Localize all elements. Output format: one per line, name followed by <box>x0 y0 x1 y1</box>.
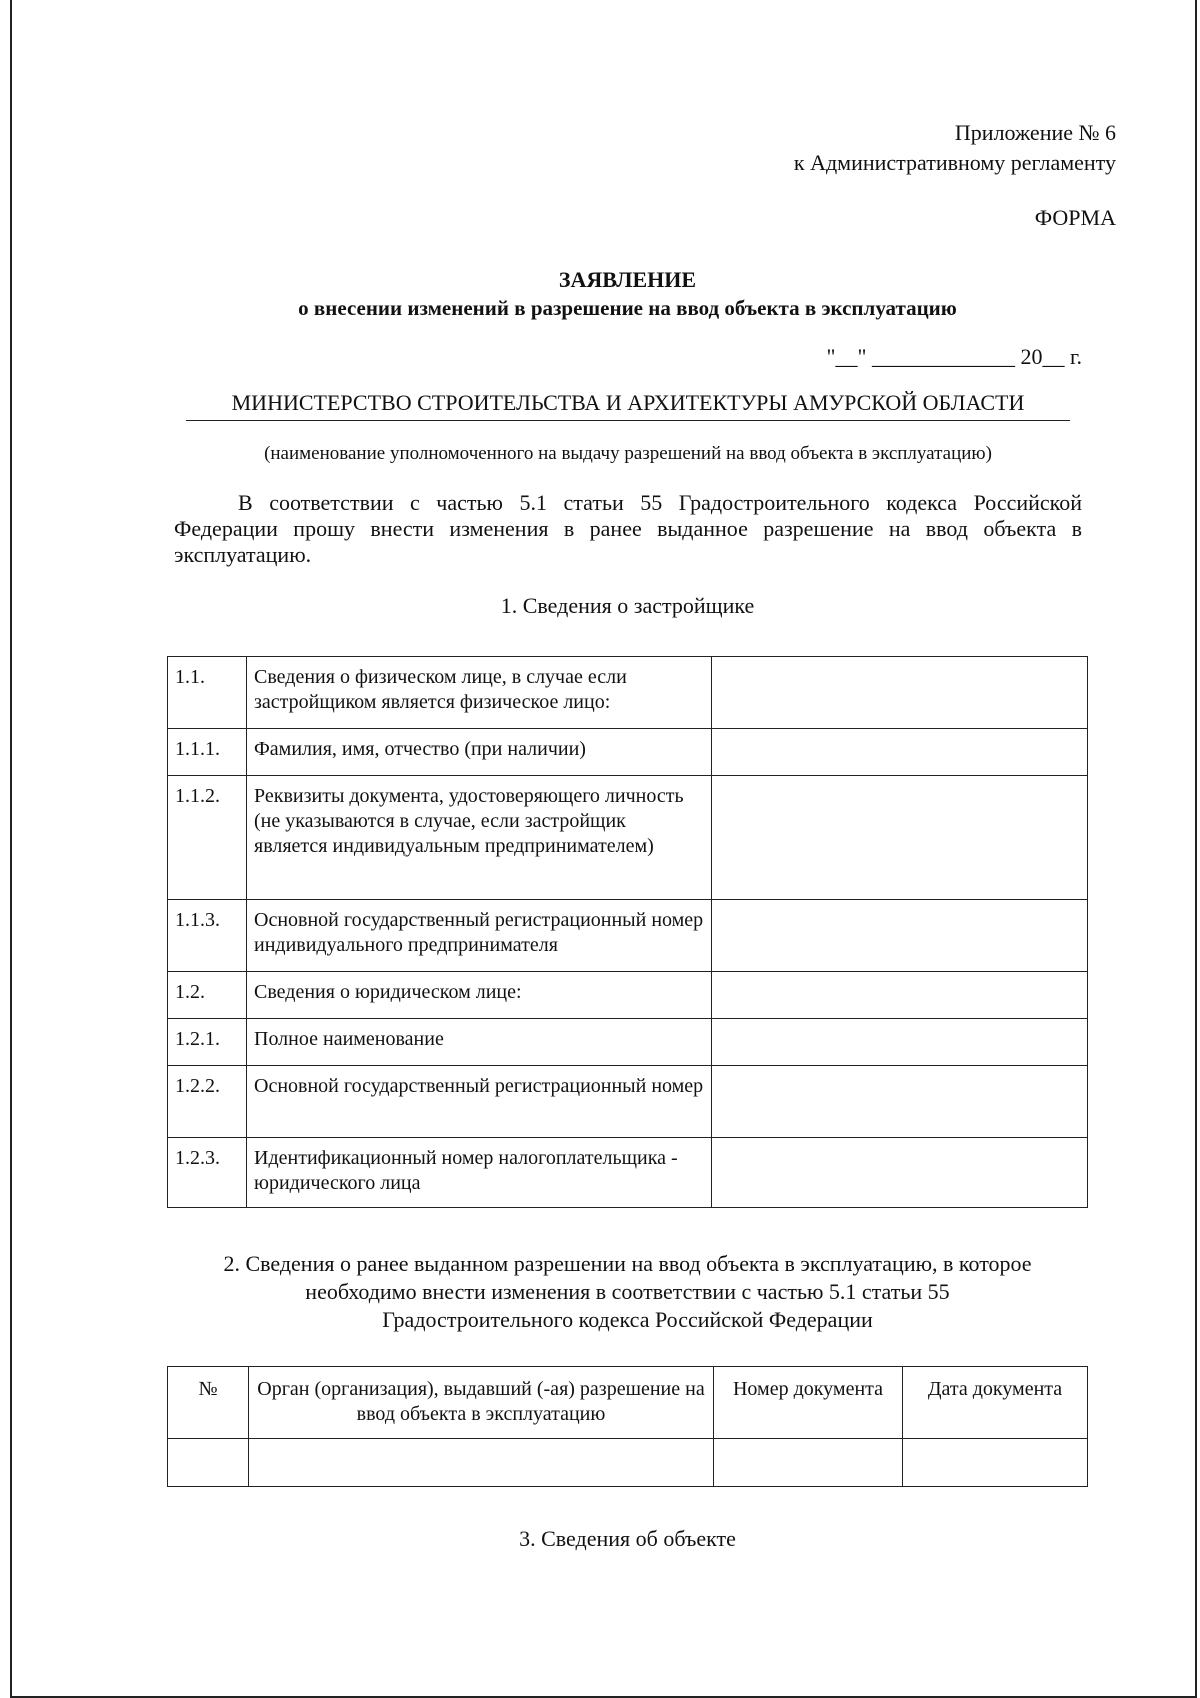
section1-title: 1. Сведения о застройщике <box>500 593 755 618</box>
row-value-cell[interactable] <box>712 1019 1088 1066</box>
document-subtitle: о внесении изменений в разрешение на ввод объекта в эксплуатацию <box>298 296 957 320</box>
row-label: Основной государственный регистрационный номер индивидуального предпринимателя <box>247 900 712 972</box>
section3-title: 3. Сведения об объекте <box>519 1526 736 1551</box>
row-number: 1.2.1. <box>168 1019 247 1066</box>
form-label: ФОРМА <box>1034 205 1116 230</box>
table-header-row <box>168 1367 1088 1439</box>
section2-title-line: Градостроительного кодекса Российской Федерации <box>382 1307 873 1332</box>
row-label: Фамилия, имя, отчество (при наличии) <box>247 729 712 776</box>
doc-number-cell[interactable] <box>714 1439 903 1487</box>
table-row <box>168 1439 1088 1487</box>
table-row <box>168 729 1088 776</box>
row-value-cell[interactable] <box>712 900 1088 972</box>
row-label: Идентификационный номер налогоплательщика - юридического лица <box>247 1138 712 1208</box>
row-number: 1.2.2. <box>168 1066 247 1138</box>
builder-info-table <box>167 656 1088 1208</box>
document-title: ЗАЯВЛЕНИЕ <box>558 267 697 292</box>
table-row <box>168 1138 1088 1208</box>
authority-hint: (наименование уполномоченного на выдачу разрешений на ввод объекта в эксплуатацию) <box>264 443 992 464</box>
row-number: 1.1.1. <box>168 729 247 776</box>
authority-name[interactable]: МИНИСТЕРСТВО СТРОИТЕЛЬСТВА И АРХИТЕКТУРЫ АМУРСКОЙ ОБЛАСТИ <box>186 390 1070 421</box>
row-label: Сведения о юридическом лице: <box>247 972 712 1019</box>
table-row <box>168 900 1088 972</box>
appendix-line: Приложение № 6 <box>954 120 1116 145</box>
row-number: 1.1. <box>168 657 247 729</box>
table-row <box>168 1066 1088 1138</box>
row-value-cell[interactable] <box>712 729 1088 776</box>
row-value-cell[interactable] <box>712 1138 1088 1208</box>
regulation-line: к Административному регламенту <box>793 150 1116 175</box>
row-value-cell[interactable] <box>712 657 1088 729</box>
row-number: 1.1.3. <box>168 900 247 972</box>
row-number: 1.2.3. <box>168 1138 247 1208</box>
row-label: Реквизиты документа, удостоверяющего личность (не указываются в случае, если застройщик является индивидуальным предпринимателем) <box>247 776 712 900</box>
table-row <box>168 776 1088 900</box>
row-label: Полное наименование <box>247 1019 712 1066</box>
row-value-cell[interactable] <box>712 776 1088 900</box>
row-value-cell[interactable] <box>712 972 1088 1019</box>
table-row <box>168 1019 1088 1066</box>
doc-date-cell[interactable] <box>903 1439 1088 1487</box>
row-value-cell[interactable] <box>712 1066 1088 1138</box>
intro-paragraph: В соответствии с частью 5.1 статьи 55 Градостроительного кодекса Российской Федерации прошу внести изменения в ранее выданное разрешение на ввод объекта в эксплуатацию. <box>174 490 1082 567</box>
prior-permit-table <box>167 1366 1088 1487</box>
number-cell[interactable] <box>168 1439 249 1487</box>
table-row <box>168 657 1088 729</box>
issuer-cell[interactable] <box>249 1439 714 1487</box>
section2-title-line: 2. Сведения о ранее выданном разрешении на ввод объекта в эксплуатацию, в которое <box>223 1251 1032 1276</box>
section2-title-line: необходимо внести изменения в соответствии с частью 5.1 статьи 55 <box>305 1279 950 1304</box>
row-label: Основной государственный регистрационный номер <box>247 1066 712 1138</box>
table-row <box>168 972 1088 1019</box>
column-header-number: № <box>168 1367 249 1439</box>
column-header-doc-number: Номер документа <box>714 1367 903 1439</box>
date-line[interactable]: "__" _____________ 20__ г. <box>826 344 1082 369</box>
column-header-doc-date: Дата документа <box>903 1367 1088 1439</box>
section2-title <box>0 1250 1200 1334</box>
row-number: 1.1.2. <box>168 776 247 900</box>
row-label: Сведения о физическом лице, в случае если застройщиком является физическое лицо: <box>247 657 712 729</box>
row-number: 1.2. <box>168 972 247 1019</box>
appendix-header <box>794 118 1116 178</box>
column-header-issuer: Орган (организация), выдавший (-ая) разрешение на ввод объекта в эксплуатацию <box>249 1367 714 1439</box>
